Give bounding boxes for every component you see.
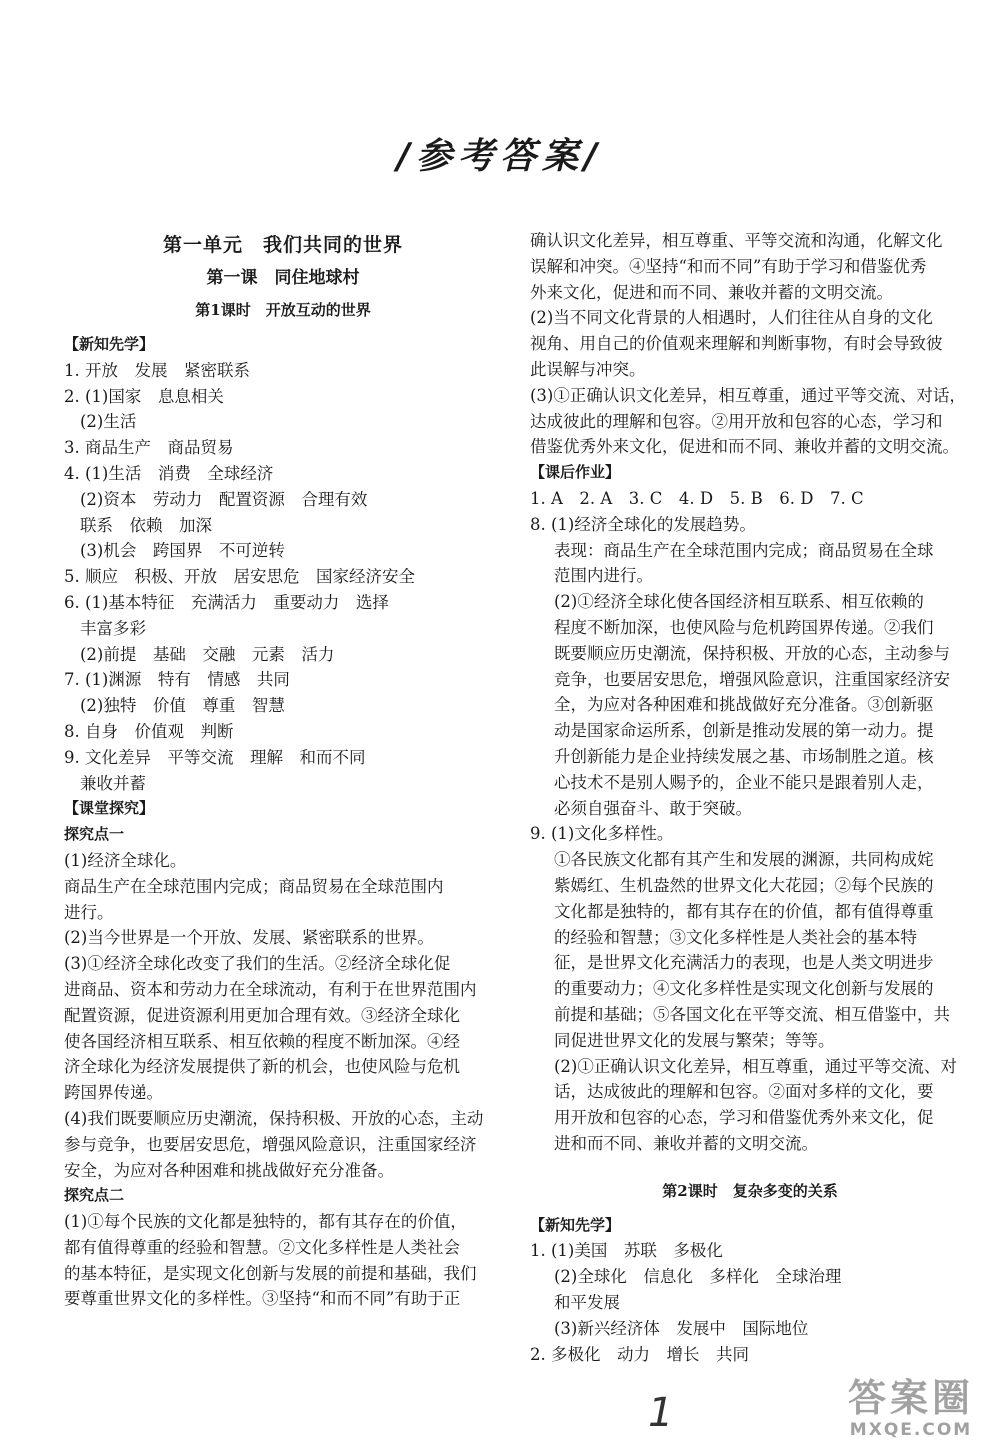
left-column — [64, 228, 502, 1312]
answer-line: (2)①经济全球化使各国经济相互联系、相互依赖的 — [554, 592, 924, 612]
choice-answers: 1. A 2. A 3. C 4. D 5. B 6. D 7. C — [530, 488, 864, 508]
answer-line: (1)①每个民族的文化都是独特的，都有其存在的价值， — [64, 1212, 467, 1232]
answer-line: 8. 自身 价值观 判断 — [64, 721, 234, 741]
watermark-logo-text: 答案圈 — [847, 1376, 974, 1420]
answer-line: 和平发展 — [554, 1293, 620, 1313]
answer-line: 要尊重世界文化的多样性。③坚持“和而不同”有助于正 — [64, 1289, 461, 1309]
answer-line: 1. (1)美国 苏联 多极化 — [530, 1241, 723, 1261]
answer-line: 紫嫣红、生机盎然的世界文化大花园；②每个民族的 — [554, 875, 934, 895]
answer-line: 用开放和包容的心态，学习和借鉴优秀外来文化，促 — [554, 1108, 934, 1128]
answer-line: 济全球化为经济发展提供了新的机会，也使风险与危机 — [64, 1057, 460, 1077]
answer-line: (2)生活 — [80, 412, 137, 432]
answer-line: 进商品、资本和劳动力在全球流动，有利于在世界范围内 — [64, 979, 477, 999]
answer-line: 达成彼此的理解和包容。②用开放和包容的心态，学习和 — [530, 411, 943, 431]
right-column — [530, 228, 970, 1367]
answer-line: 配置资源，促进资源利用更加合理有效。③经济全球化 — [64, 1005, 460, 1025]
answer-line: 外来文化，促进和而不同、兼收并蓄的文明交流。 — [530, 282, 893, 302]
answer-line: 必须自强奋斗、敢于突破。 — [554, 798, 752, 818]
answer-line: (3)机会 跨国界 不可逆转 — [80, 541, 285, 561]
answer-line: 既要顺应历史潮流，保持积极、开放的心态，主动参与 — [554, 643, 950, 663]
answer-line: 参与竞争，也要居安思危，增强风险意识，注重国家经济 — [64, 1134, 477, 1154]
answer-line: 同促进世界文化的发展与繁荣；等等。 — [554, 1030, 835, 1050]
answer-line: 范围内进行。 — [554, 566, 653, 586]
section-heading-xinzhi2: 【新知先学】 — [530, 1215, 621, 1234]
answer-line: 9. 文化差异 平等交流 理解 和而不同 — [64, 747, 366, 767]
unit-title: 第一单元 我们共同的世界 — [162, 234, 403, 256]
answer-line: 联系 依赖 加深 — [80, 515, 212, 535]
lesson-title: 第一课 同住地球村 — [206, 268, 360, 288]
answer-line: (2)①正确认识文化差异，相互尊重，通过平等交流、对 — [554, 1056, 957, 1076]
answer-line: 此误解与冲突。 — [530, 359, 646, 379]
answer-line: 心技术不是别人赐予的，企业不能只是跟着别人走， — [554, 772, 934, 792]
answer-line: 跨国界传递。 — [64, 1083, 163, 1103]
answer-line: 4. (1)生活 消费 全球经济 — [64, 463, 274, 483]
answer-line: 征，是世界文化充满活力的表现，也是人类文明进步 — [554, 953, 934, 973]
answer-line: 1. 开放 发展 紧密联系 — [64, 360, 250, 380]
point-heading-2: 探究点二 — [64, 1186, 125, 1205]
answer-line: (3)新兴经济体 发展中 国际地位 — [554, 1318, 809, 1338]
answer-line: 借鉴优秀外来文化，促进和而不同、兼收并蓄的文明交流。 — [530, 437, 959, 457]
watermark-logo — [836, 1376, 986, 1440]
answer-line: 商品生产在全球范围内完成；商品贸易在全球范围内 — [64, 876, 444, 896]
answer-line: 使各国经济相互联系、相互依赖的程度不断加深。④经 — [64, 1031, 460, 1051]
answer-line: ①各民族文化都有其产生和发展的渊源，共同构成姹 — [554, 850, 934, 870]
answer-line: (2)前提 基础 交融 元素 活力 — [80, 644, 335, 664]
answer-line: 文化都是独特的，都有其存在的价值，都有值得尊重 — [554, 901, 934, 921]
answer-line: 竞争，也要居安思危，增强风险意识，注重国家经济安 — [554, 669, 950, 689]
answer-line: 误解和冲突。④坚持“和而不同”有助于学习和借鉴优秀 — [530, 256, 927, 276]
answer-line: (3)①正确认识文化差异，相互尊重，通过平等交流、对话， — [530, 385, 966, 405]
answer-line: (2)全球化 信息化 多样化 全球治理 — [554, 1267, 842, 1287]
period-title: 第1课时 开放互动的世界 — [195, 301, 371, 319]
period2-title: 第2课时 复杂多变的关系 — [662, 1181, 838, 1200]
answer-line: 3. 商品生产 商品贸易 — [64, 438, 234, 458]
answer-line: 升创新能力是企业持续发展之基、市场制胜之道。核 — [554, 746, 934, 766]
answer-line: (2)当今世界是一个开放、发展、紧密联系的世界。 — [64, 928, 434, 948]
section-heading-ketang: 【课堂探究】 — [64, 799, 155, 818]
point-heading-1: 探究点一 — [64, 825, 125, 844]
answer-line: 2. (1)国家 息息相关 — [64, 386, 224, 406]
answer-line: (2)独特 价值 尊重 智慧 — [80, 696, 285, 716]
answer-line: 进和而不同、兼收并蓄的文明交流。 — [554, 1133, 818, 1153]
answer-line: (2)资本 劳动力 配置资源 合理有效 — [80, 489, 368, 509]
answer-line: 安全，为应对各种困难和挑战做好充分准备。 — [64, 1160, 394, 1180]
answer-line: 话，达成彼此的理解和包容。②面对多样的文化，要 — [554, 1082, 934, 1102]
answer-line: 9. (1)文化多样性。 — [530, 824, 674, 844]
answer-line: (2)当不同文化背景的人相遇时，人们往往从自身的文化 — [530, 308, 933, 328]
answer-line: 丰富多彩 — [80, 618, 146, 638]
answer-line: (4)我们既要顺应历史潮流，保持积极、开放的心态，主动 — [64, 1108, 484, 1128]
answer-line: 全，为应对各种困难和挑战做好充分准备。③创新驱 — [554, 695, 934, 715]
answer-line: 程度不断加深，也使风险与危机跨国界传递。②我们 — [554, 617, 934, 637]
answer-line: 的重要动力；④文化多样性是实现文化创新与发展的 — [554, 979, 934, 999]
section-heading-xinzhi: 【新知先学】 — [64, 335, 155, 353]
answer-line: 2. 多极化 动力 增长 共同 — [530, 1344, 749, 1364]
answer-line: 表现：商品生产在全球范围内完成；商品贸易在全球 — [554, 540, 934, 560]
answer-line: 5. 顺应 积极、开放 居安思危 国家经济安全 — [64, 567, 415, 587]
answer-line: 8. (1)经济全球化的发展趋势。 — [530, 514, 756, 534]
answer-line: 的经验和智慧；③文化多样性是人类社会的基本特 — [554, 927, 917, 947]
watermark-url: MXQE.COM — [849, 1420, 973, 1440]
answer-line: 进行。 — [64, 902, 114, 922]
answer-line: (1)经济全球化。 — [64, 850, 187, 870]
section-heading-kehou: 【课后作业】 — [530, 463, 621, 482]
page-title: /参考答案/ — [396, 136, 604, 177]
answer-line: 视角、用自己的价值观来理解和判断事物，有时会导致彼 — [530, 334, 943, 354]
answer-line: 动是国家命运所系，创新是推动发展的第一动力。提 — [554, 721, 934, 741]
page-number: 1 — [648, 1390, 674, 1436]
answer-line: 都有值得尊重的经验和智慧。②文化多样性是人类社会 — [64, 1237, 460, 1257]
answer-line: 6. (1)基本特征 充满活力 重要动力 选择 — [64, 592, 389, 612]
answer-line: 7. (1)渊源 特有 情感 共同 — [64, 670, 290, 690]
answer-line: 兼收并蓄 — [80, 773, 146, 793]
answer-line: 确认识文化差异，相互尊重、平等交流和沟通，化解文化 — [530, 231, 943, 250]
answer-line: 的基本特征，是实现文化创新与发展的前提和基础，我们 — [64, 1263, 477, 1283]
answer-line: (3)①经济全球化改变了我们的生活。②经济全球化促 — [64, 954, 451, 974]
answer-line: 前提和基础；⑤各国文化在平等交流、相互借鉴中，共 — [554, 1004, 950, 1024]
